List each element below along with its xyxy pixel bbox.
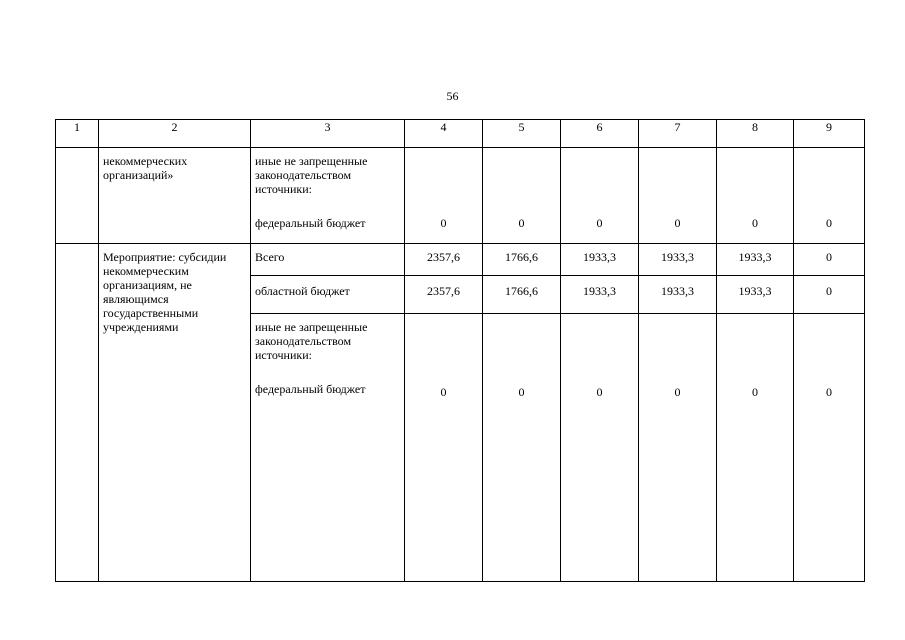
table-cell — [483, 148, 561, 244]
table-cell — [794, 244, 865, 276]
table-cell — [483, 314, 561, 582]
page-number: 56 — [446, 89, 459, 103]
value: 1933,3 — [661, 284, 694, 298]
table-cell — [56, 244, 99, 582]
table-cell — [251, 314, 405, 582]
header-cell: 1 — [56, 120, 99, 148]
value: 0 — [752, 216, 758, 230]
value: 0 — [674, 216, 681, 230]
total-label: Всего — [255, 250, 285, 264]
value: 1933,3 — [661, 250, 694, 264]
regional-budget-label: областной бюджет — [255, 284, 350, 298]
value: 1766,6 — [505, 250, 538, 264]
table-cell — [794, 276, 865, 314]
table-cell — [251, 244, 405, 276]
header-cell: 5 — [483, 120, 561, 148]
table-cell — [405, 276, 483, 314]
value: 1933,3 — [583, 284, 616, 298]
value: 0 — [518, 216, 525, 230]
table-cell — [561, 276, 639, 314]
source-label: иные не запрещенные законодательством источники: — [255, 154, 368, 196]
value: 1933,3 — [738, 250, 772, 264]
value: 0 — [826, 385, 832, 399]
source-label: иные не запрещенные законодательством источники: — [255, 320, 368, 362]
header-cell: 4 — [405, 120, 483, 148]
table-cell — [561, 244, 639, 276]
table-cell — [99, 148, 251, 244]
value: 1766,6 — [505, 284, 538, 298]
header-row — [56, 120, 865, 148]
value: 0 — [674, 385, 681, 399]
value: 0 — [752, 385, 758, 399]
value: 2357,6 — [427, 284, 460, 298]
table-cell — [483, 244, 561, 276]
table-row — [56, 244, 865, 276]
table-cell — [561, 314, 639, 582]
value: 0 — [440, 216, 447, 230]
table-cell — [794, 148, 865, 244]
table-cell — [639, 276, 717, 314]
table-cell — [405, 314, 483, 582]
value: 2357,6 — [427, 250, 460, 264]
table-cell — [639, 314, 717, 582]
value: 0 — [440, 385, 447, 399]
table-cell — [405, 244, 483, 276]
table-cell — [639, 148, 717, 244]
table-row — [56, 148, 865, 244]
value: 0 — [826, 216, 832, 230]
table-cell — [56, 148, 99, 244]
header-cell: 7 — [639, 120, 717, 148]
header-cell: 8 — [717, 120, 794, 148]
table-cell — [251, 148, 405, 244]
value: 0 — [518, 385, 525, 399]
budget-table — [55, 119, 865, 582]
value: 0 — [596, 385, 603, 399]
header-cell: 3 — [251, 120, 405, 148]
table-cell — [794, 314, 865, 582]
table-cell — [405, 148, 483, 244]
activity-name: некоммерческих организаций» — [103, 154, 188, 182]
header-cell: 2 — [99, 120, 251, 148]
activity-name: Мероприятие: субсидии некоммерческим организациям, не являющимся государственными учреждениями — [103, 250, 227, 334]
federal-budget-label: федеральный бюджет — [255, 382, 366, 396]
value: 0 — [826, 250, 832, 264]
table-cell — [717, 148, 794, 244]
table-cell — [561, 148, 639, 244]
value: 0 — [826, 284, 832, 298]
header-cell: 6 — [561, 120, 639, 148]
table-cell — [483, 276, 561, 314]
value: 1933,3 — [738, 284, 772, 298]
table-cell — [717, 244, 794, 276]
table-cell — [717, 276, 794, 314]
table-cell — [251, 276, 405, 314]
table-cell — [639, 244, 717, 276]
value: 0 — [596, 216, 603, 230]
header-cell: 9 — [794, 120, 865, 148]
table-cell — [99, 244, 251, 582]
federal-budget-label: федеральный бюджет — [255, 216, 366, 230]
table-cell — [717, 314, 794, 582]
value: 1933,3 — [583, 250, 616, 264]
